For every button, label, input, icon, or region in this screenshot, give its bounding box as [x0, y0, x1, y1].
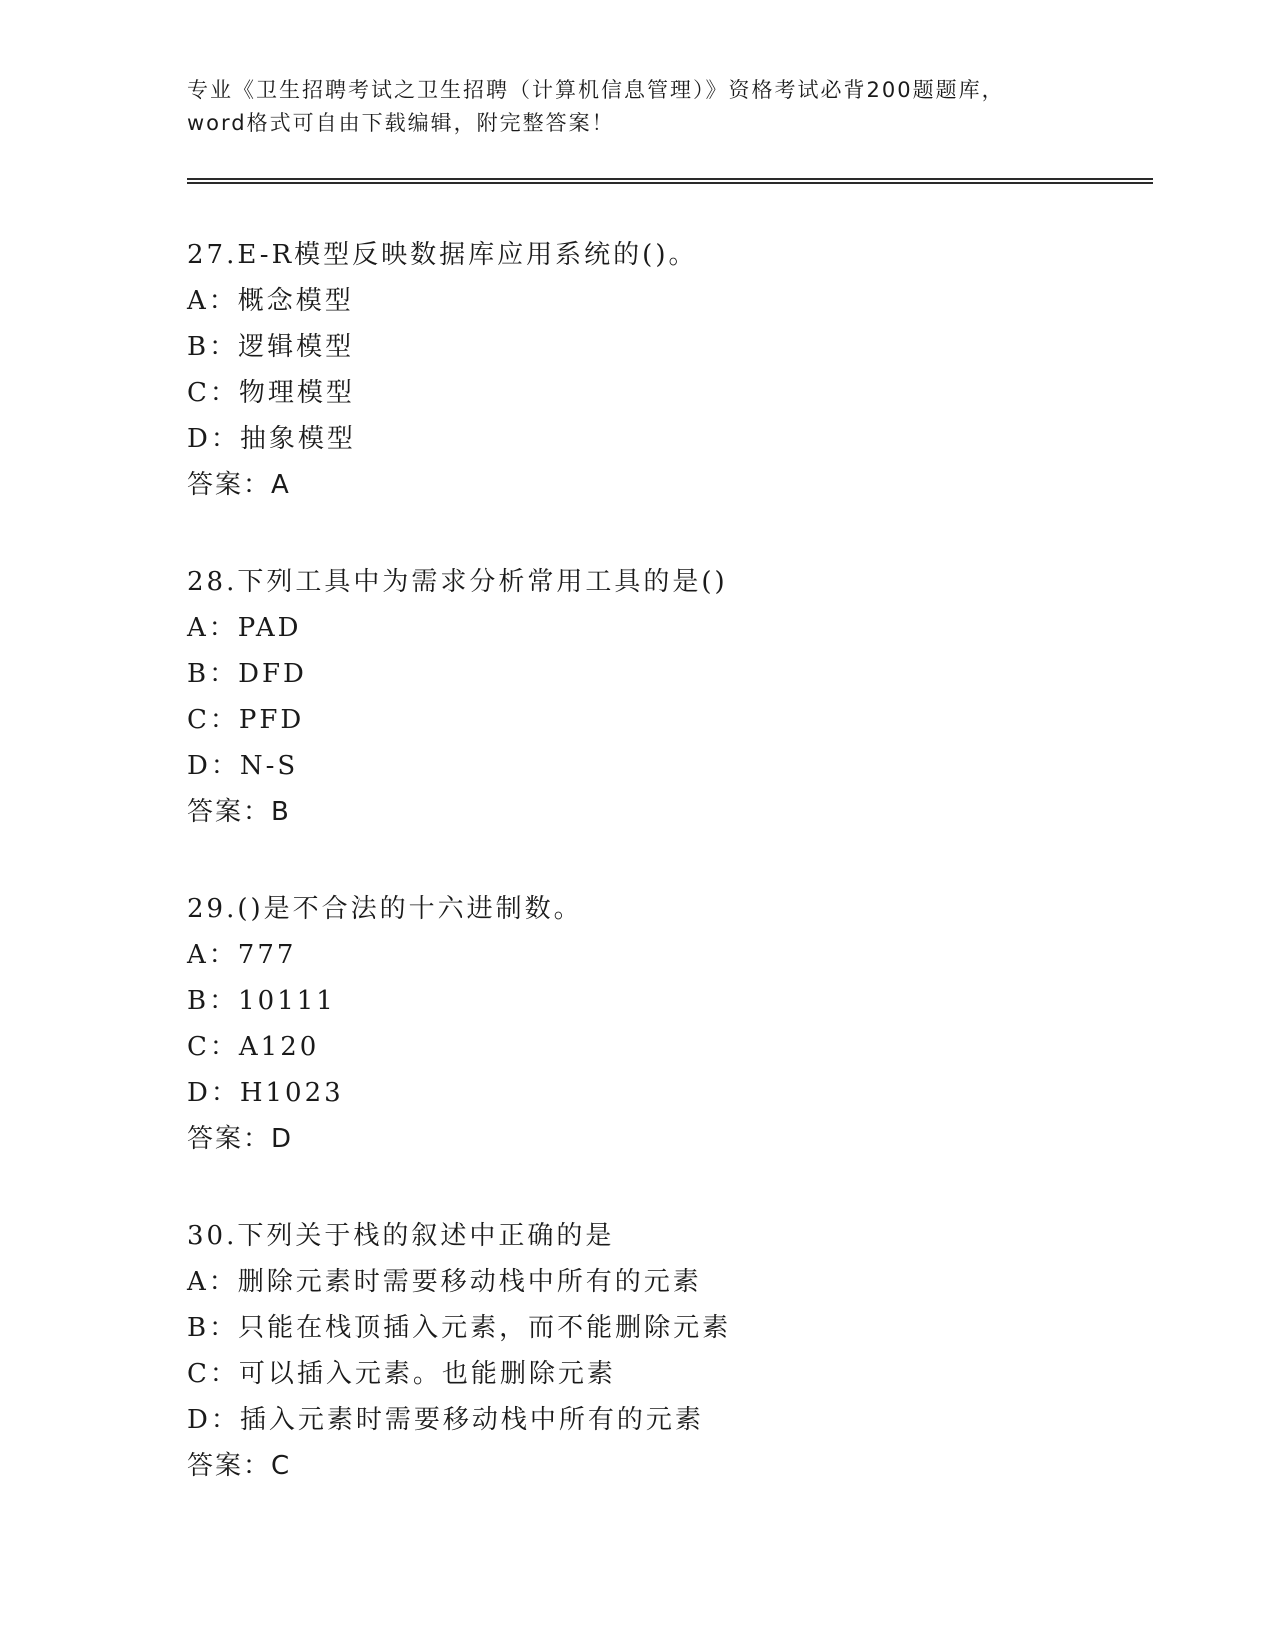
- question-stem: 30.下列关于栈的叙述中正确的是: [187, 1221, 615, 1251]
- question-29: [187, 886, 1147, 1162]
- question-27: [187, 232, 1147, 508]
- header-divider: [187, 178, 1153, 184]
- option-b: B：DFD: [187, 659, 307, 689]
- option-d: D：H1023: [187, 1078, 344, 1108]
- option-d: D：N-S: [187, 751, 299, 781]
- option-c: C：可以插入元素。也能删除元素: [187, 1359, 616, 1389]
- question-stem: 27.E-R模型反映数据库应用系统的()。: [187, 240, 698, 270]
- option-c: C：PFD: [187, 705, 305, 735]
- question-stem: 28.下列工具中为需求分析常用工具的是(): [187, 567, 728, 597]
- header-line-1: 专业《卫生招聘考试之卫生招聘（计算机信息管理）》资格考试必背200题题库，: [187, 78, 1005, 102]
- question-30: [187, 1213, 1147, 1489]
- answer-line: 答案：B: [187, 797, 291, 827]
- page-header: [187, 74, 1087, 140]
- answer-line: 答案：A: [187, 470, 291, 500]
- option-b: B：逻辑模型: [187, 332, 355, 362]
- option-d: D：插入元素时需要移动栈中所有的元素: [187, 1405, 704, 1435]
- option-a: A：概念模型: [187, 286, 354, 316]
- question-stem: 29.()是不合法的十六进制数。: [187, 894, 583, 924]
- option-a: A：PAD: [187, 613, 302, 643]
- option-a: A：777: [187, 940, 297, 970]
- question-list: [187, 232, 1147, 1540]
- option-a: A：删除元素时需要移动栈中所有的元素: [187, 1267, 702, 1297]
- option-d: D：抽象模型: [187, 424, 356, 454]
- option-c: C：A120: [187, 1032, 320, 1062]
- question-28: [187, 559, 1147, 835]
- answer-line: 答案：C: [187, 1451, 292, 1481]
- header-line-2: word格式可自由下载编辑，附完整答案！: [187, 111, 615, 135]
- option-b: B：10111: [187, 986, 336, 1016]
- option-c: C：物理模型: [187, 378, 355, 408]
- answer-line: 答案：D: [187, 1124, 294, 1154]
- option-b: B：只能在栈顶插入元素，而不能删除元素: [187, 1313, 732, 1343]
